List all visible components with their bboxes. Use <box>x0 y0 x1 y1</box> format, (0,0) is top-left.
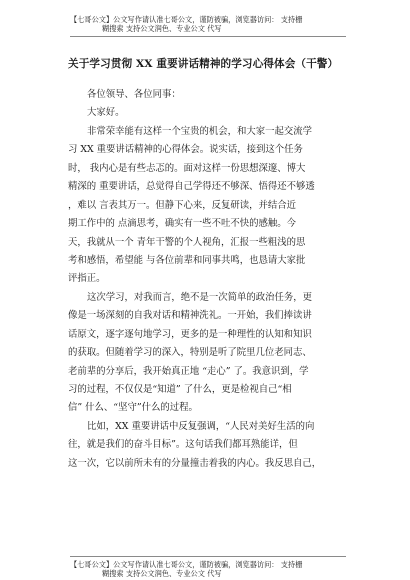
header-divider <box>70 36 346 37</box>
body-line: 话原文，逐字逐句地学习，更多的是一种理性的认知和知识 <box>68 328 312 340</box>
body-line: 的获取。但随着学习的深入，特别是听了院里几位老同志、 <box>68 347 312 359</box>
body-line: 比如，XX 重要讲话中反复强调，“人民对美好生活的向 <box>87 420 315 432</box>
body-line: 往，就是我们的奋斗目标”。这句话我们都耳熟能详，但 <box>68 439 298 451</box>
header-line: 糊搜索 支持公文润色、专业公文 代写 <box>102 24 222 33</box>
document-body <box>68 86 360 473</box>
body-line: 像是一场深刻的自我对话和精神洗礼。一开始，我们捧读讲 <box>68 310 312 322</box>
body-line: 时， 我内心是有些忐忑的。面对这样一份思想深邃、博大 <box>68 162 306 174</box>
salutation-line: 各位领导、各位同事： <box>87 89 181 100</box>
body-line: 这次学习，对我而言，绝不是一次简单的政治任务，更 <box>87 291 313 303</box>
body-line: 天，我就从一个 青年干警的个人视角，汇报一些粗浅的思 <box>68 236 306 248</box>
body-line: 信” 什么、“坚守”什么的过程。 <box>68 402 198 414</box>
body-line: ，难以 言表其万一。但静下心来，反复研读，并结合近 <box>68 199 296 211</box>
body-line: 期工作中的 点滴思考，确实有一些不吐不快的感触。今 <box>68 218 296 230</box>
body-line: 这一次，它以前所未有的分量撞击着我的内心。我反思自己， <box>68 457 322 469</box>
header-line: 【七哥公文】公文写作请认准七哥公文，谨防被骗，浏览器访问： 支持栅 <box>70 15 303 24</box>
body-line: 老前辈的分享后，我开始真正地 “走心” 了。我意识到，学 <box>68 365 309 377</box>
document-title: 关于学习贯彻 XX 重要讲话精神的学习心得体会（干警） <box>68 58 339 70</box>
page-footer <box>70 560 370 578</box>
body-line: 评指正。 <box>68 273 106 285</box>
body-line: 习的过程，不仅仅是“知道” 了什么，更是检视自己“相 <box>68 384 292 395</box>
body-line: 考和感悟，希望能 与各位前辈和同事共鸣，也恳请大家批 <box>68 254 306 266</box>
page-header <box>70 15 370 33</box>
footer-line: 糊搜索 支持公文润色、专业公文 代写 <box>102 569 222 578</box>
body-line: 习 XX 重要讲话精神的心得体会。说实话，接到这个任务 <box>68 144 303 156</box>
body-line: 精深的 重要讲话，总觉得自己学得还不够深、悟得还不够透 <box>68 181 315 193</box>
body-line: 非常荣幸能有这样一个宝贵的机会，和大家一起交流学 <box>87 125 313 137</box>
footer-line: 【七哥公文】公文写作请认准七哥公文，谨防被骗，浏览器访问： 支持栅 <box>70 560 303 569</box>
greeting-line: 大家好。 <box>87 107 125 119</box>
footer-divider <box>70 556 346 557</box>
